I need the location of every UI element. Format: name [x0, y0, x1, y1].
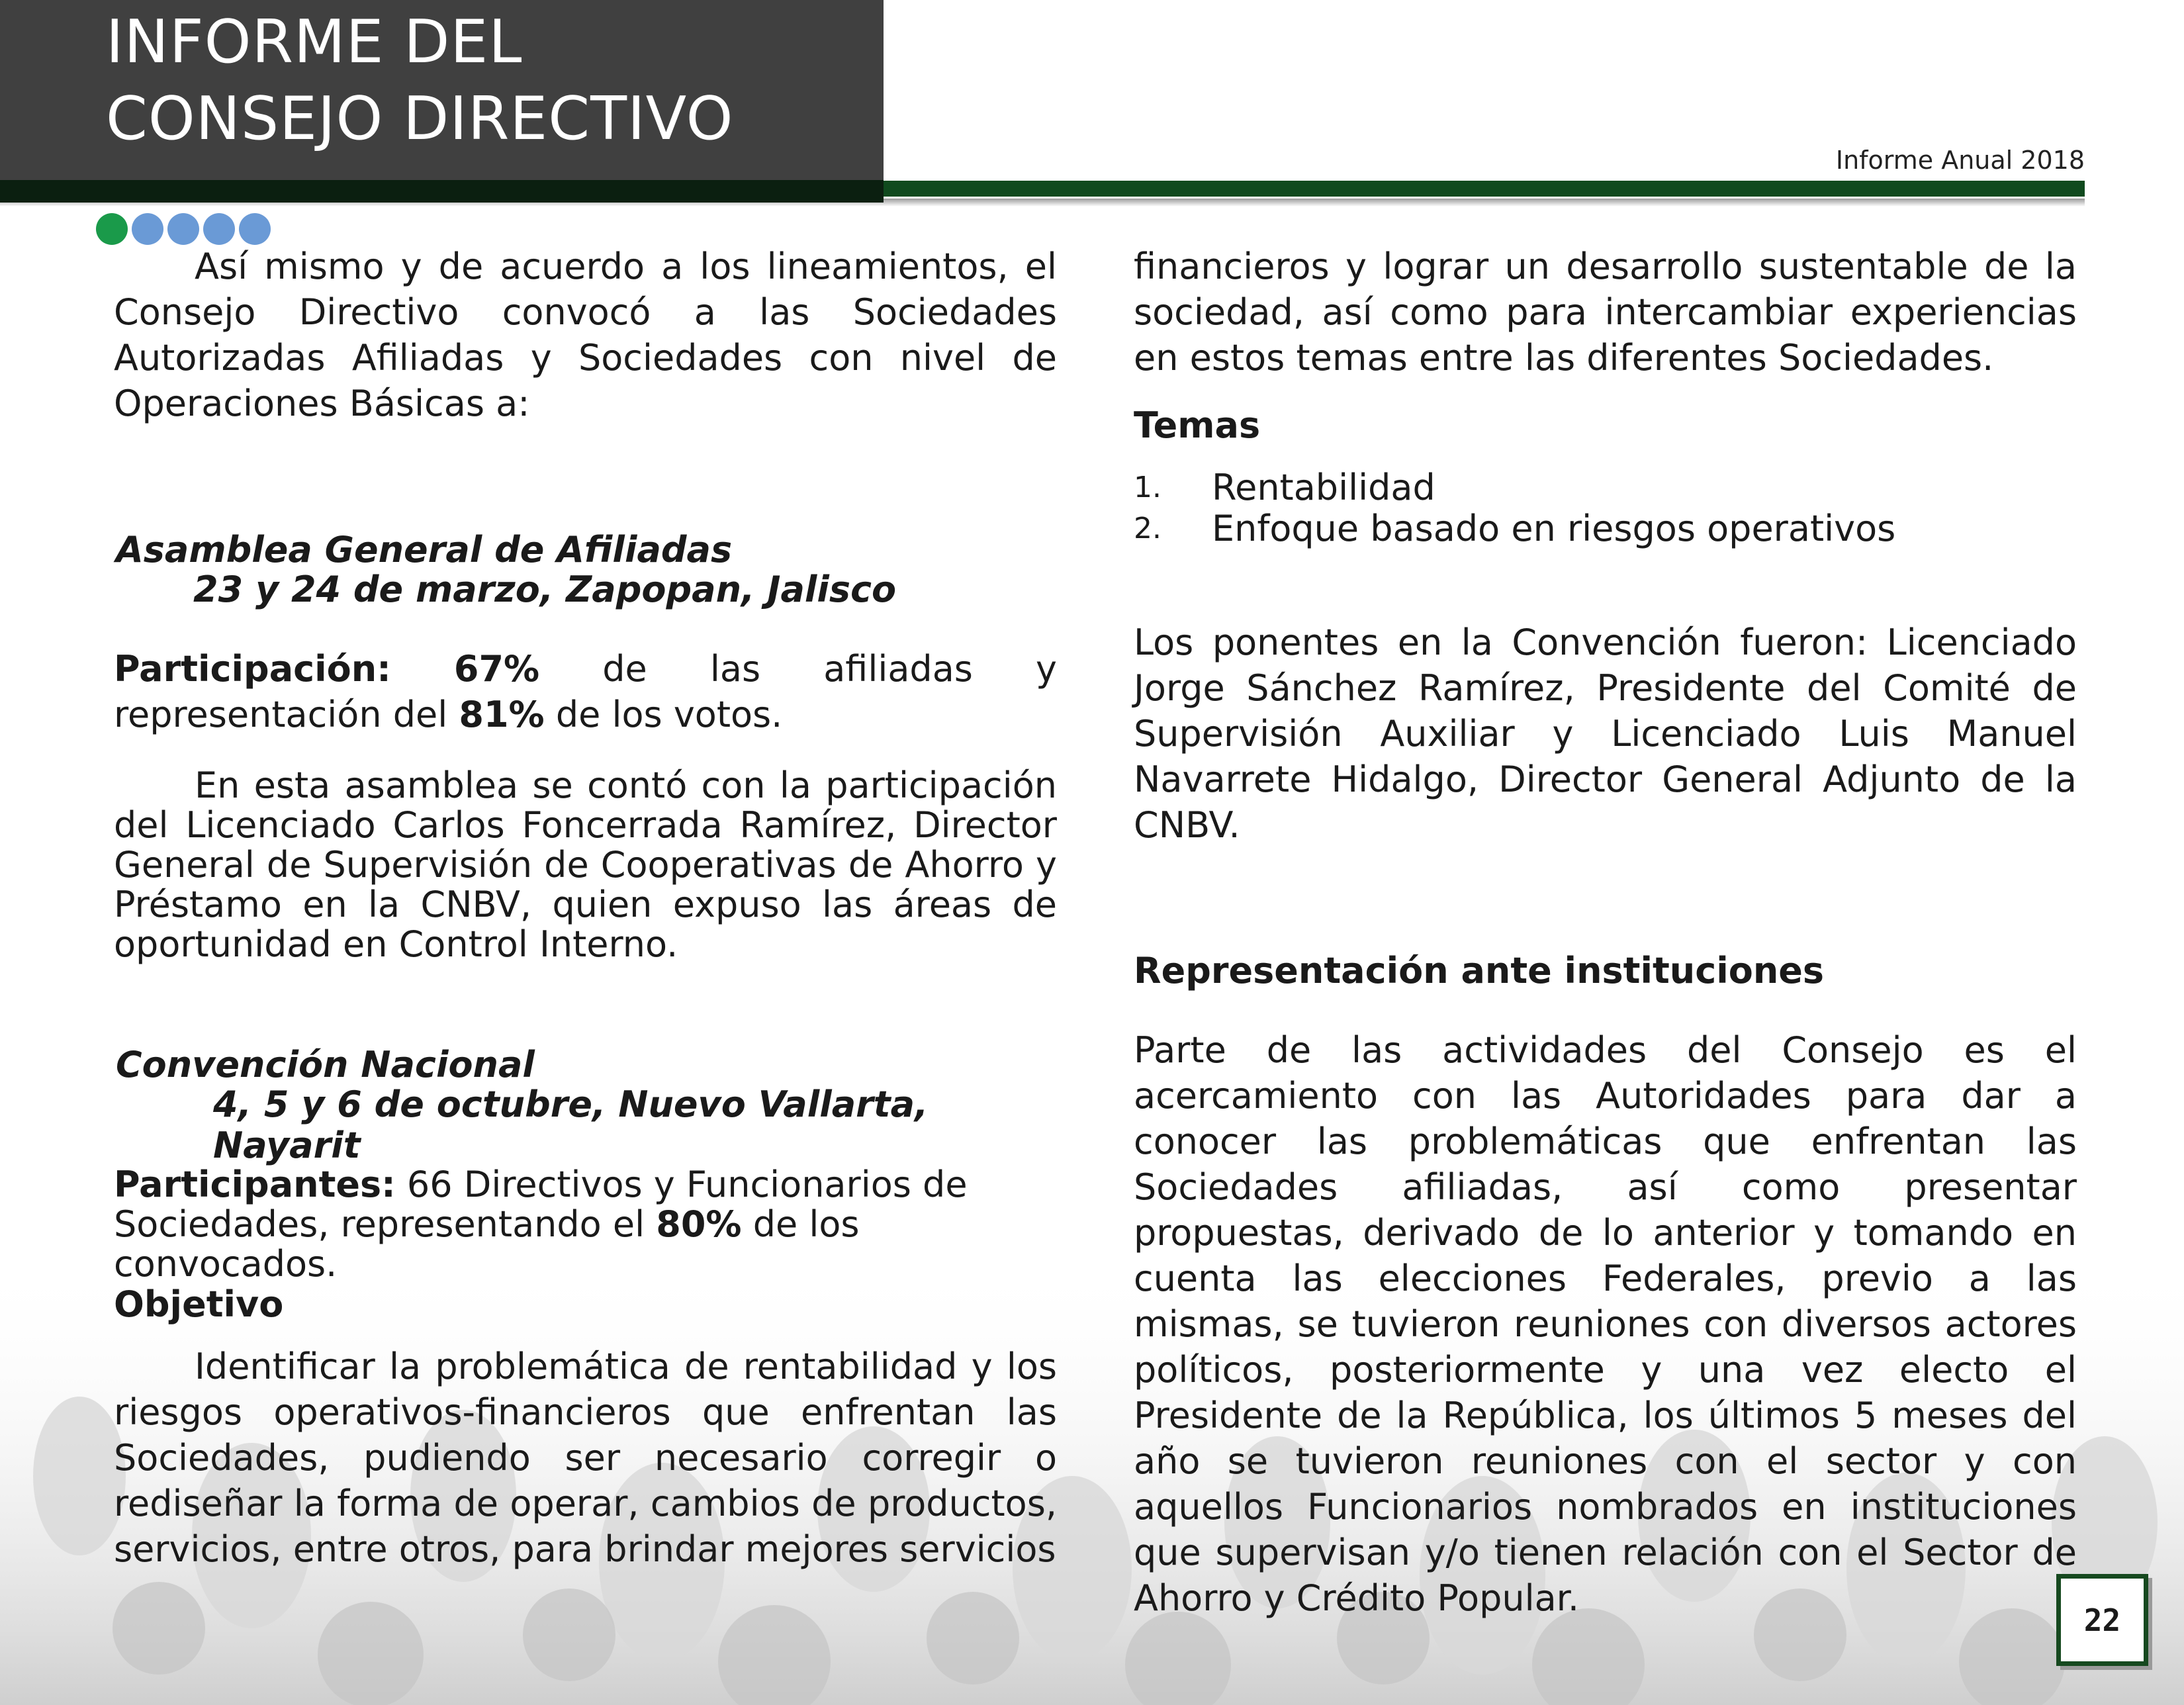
convention-title: Convención Nacional [116, 1044, 535, 1085]
header-green-band [884, 181, 2085, 197]
objective-heading: Objetivo [114, 1283, 284, 1325]
list-item [1134, 467, 1895, 508]
report-label: Informe Anual 2018 [1835, 146, 2085, 175]
dot-blue-icon [167, 213, 199, 245]
header-banner [0, 0, 884, 192]
list-item [1134, 508, 1895, 549]
page-number: 22 [2056, 1574, 2148, 1666]
speakers-paragraph: Los ponentes en la Convención fueron: Licenciado Jorge Sánchez Ramírez, Presidente del Comité de Supervisión Auxiliar y Licenciado Luis Manuel Navarrete Hidalgo, Director General Adjunto de la CNBV. [1134, 622, 2077, 846]
list-item-label: Rentabilidad [1212, 467, 1435, 508]
page-title [106, 4, 733, 158]
decorative-dots [96, 213, 271, 245]
assembly-subtitle: 23 y 24 de marzo, Zapopan, Jalisco [193, 569, 897, 610]
list-item-label: Enfoque basado en riesgos operativos [1212, 508, 1896, 549]
topics-list [1134, 467, 1895, 549]
intro-paragraph: Así mismo y de acuerdo a los lineamientos, el Consejo Directivo convocó a las Sociedades Autorizadas Afiliadas y Sociedades con nivel de Operaciones Básicas a: [114, 246, 1057, 424]
convention-subtitle: 4, 5 y 6 de octubre, Nuevo Vallarta, Nayarit [213, 1083, 929, 1166]
assembly-title: Asamblea General de Afiliadas [116, 529, 733, 571]
objective-paragraph: Identificar la problemática de rentabilidad y los riesgos operativos-financieros que enfrentan las Sociedades, pudiendo ser necesario corregir o rediseñar la forma de operar, cambios de productos, servicios, entre otros, para brindar mejores servicios [114, 1346, 1057, 1570]
participation-pct: 67% [453, 648, 540, 690]
dot-green-icon [96, 213, 128, 245]
convention-participants [114, 1165, 1057, 1284]
dot-blue-icon [132, 213, 163, 245]
representation-paragraph: Parte de las actividades del Consejo es el acercamiento con las Autoridades para dar a conocer las problemáticas que enfrentan las Sociedades afiliadas, así como presentar propuestas, derivado de lo anterior y tomando en cuenta las elecciones Federales, previo a las mismas, se tuvieron reuniones con diversos actores políticos, posteriormente y una vez electo el Presidente de la República, los últimos 5 meses del año se tuvieron reuniones con el sector y con aquellos Funcionarios nombrados en instituciones que supervisan y/o tienen relación con el Sector de Ahorro y Crédito Popular. [1134, 1029, 2077, 1619]
participants-text-1: 66 Directivos y Funcionarios de Sociedades, representando el [114, 1164, 968, 1245]
list-item-number: 1. [1134, 471, 1161, 504]
topics-heading: Temas [1134, 404, 1261, 446]
assembly-description: En esta asamblea se contó con la participación del Licenciado Carlos Foncerrada Ramírez, Director General de Supervisión de Cooperativas de Ahorro y Préstamo en la CNBV, quien expuso las áreas de oportunidad en Control Interno. [114, 764, 1057, 965]
participation-text-2: de los votos. [544, 694, 783, 735]
participants-pct: 80% [656, 1203, 742, 1245]
title-line-1: INFORME DEL [106, 7, 523, 77]
continuation-paragraph: financieros y lograr un desarrollo sustentable de la sociedad, así como para intercambiar experiencias en estos temas entre las diferentes Sociedades. [1134, 246, 2077, 379]
participation-label: Participación: [114, 648, 391, 690]
dot-blue-icon [239, 213, 271, 245]
participants-label: Participantes: [114, 1164, 396, 1205]
participants-text-2: de los convocados. [114, 1203, 860, 1285]
title-line-2: CONSEJO DIRECTIVO [106, 84, 734, 154]
list-item-number: 2. [1134, 512, 1161, 545]
dot-blue-icon [203, 213, 235, 245]
assembly-participation [114, 646, 1057, 737]
participation-text-1: de las afiliadas y representación del [114, 648, 1057, 735]
header-dark-band [0, 180, 884, 203]
votes-pct: 81% [459, 694, 545, 735]
representation-heading: Representación ante instituciones [1134, 950, 1825, 991]
